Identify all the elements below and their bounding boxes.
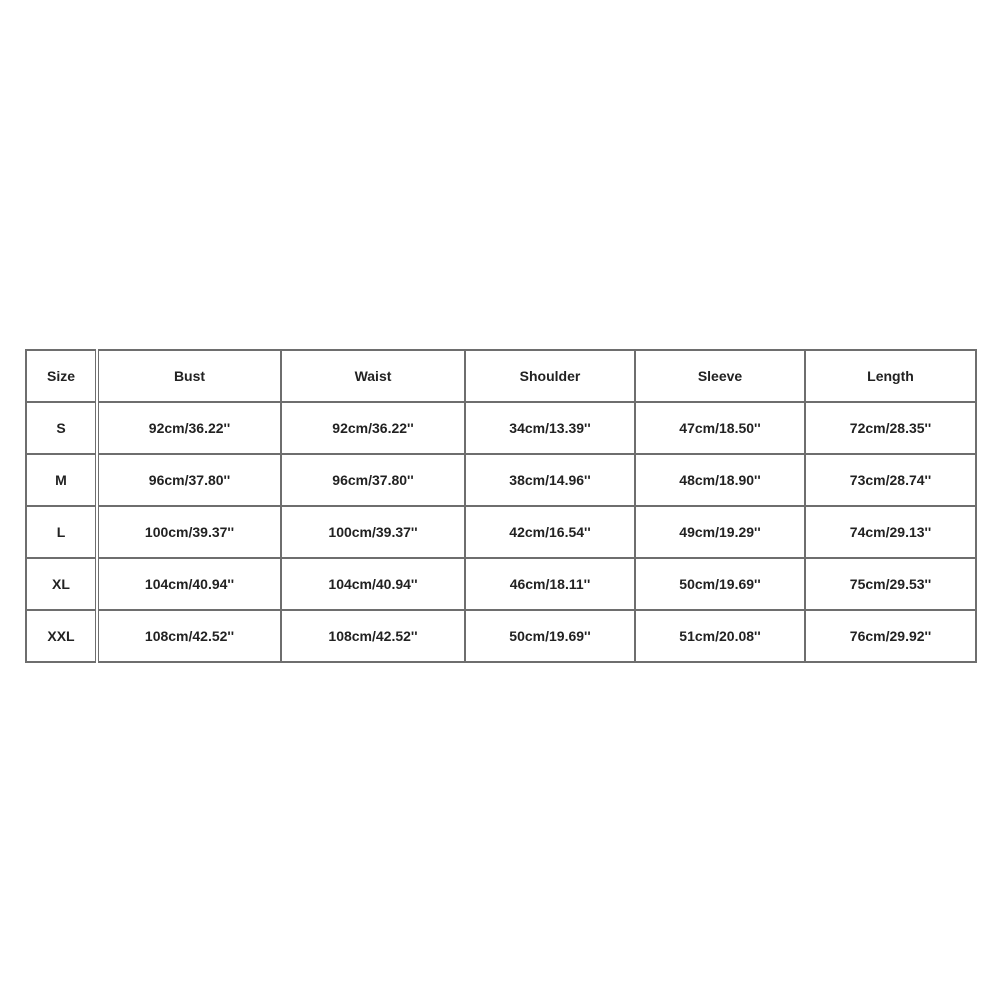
cell-shoulder: 38cm/14.96''	[465, 454, 635, 506]
cell-waist: 100cm/39.37''	[281, 506, 465, 558]
header-sleeve: Sleeve	[635, 350, 805, 402]
header-bust: Bust	[97, 350, 281, 402]
cell-sleeve: 49cm/19.29''	[635, 506, 805, 558]
cell-bust: 100cm/39.37''	[97, 506, 281, 558]
cell-length: 73cm/28.74''	[805, 454, 976, 506]
cell-shoulder: 50cm/19.69''	[465, 610, 635, 662]
cell-waist: 104cm/40.94''	[281, 558, 465, 610]
cell-bust: 104cm/40.94''	[97, 558, 281, 610]
header-waist: Waist	[281, 350, 465, 402]
size-chart-table	[25, 349, 977, 663]
cell-size: XXL	[26, 610, 97, 662]
cell-bust: 92cm/36.22''	[97, 402, 281, 454]
cell-sleeve: 51cm/20.08''	[635, 610, 805, 662]
cell-sleeve: 48cm/18.90''	[635, 454, 805, 506]
header-size: Size	[26, 350, 97, 402]
table-header-row	[26, 350, 976, 402]
header-length: Length	[805, 350, 976, 402]
cell-length: 76cm/29.92''	[805, 610, 976, 662]
cell-sleeve: 47cm/18.50''	[635, 402, 805, 454]
table-row	[26, 454, 976, 506]
cell-shoulder: 34cm/13.39''	[465, 402, 635, 454]
cell-size: L	[26, 506, 97, 558]
cell-size: M	[26, 454, 97, 506]
table-row	[26, 402, 976, 454]
cell-length: 74cm/29.13''	[805, 506, 976, 558]
cell-bust: 96cm/37.80''	[97, 454, 281, 506]
table-row	[26, 610, 976, 662]
cell-sleeve: 50cm/19.69''	[635, 558, 805, 610]
cell-shoulder: 42cm/16.54''	[465, 506, 635, 558]
cell-shoulder: 46cm/18.11''	[465, 558, 635, 610]
table-row	[26, 558, 976, 610]
cell-size: XL	[26, 558, 97, 610]
table-row	[26, 506, 976, 558]
cell-length: 72cm/28.35''	[805, 402, 976, 454]
header-shoulder: Shoulder	[465, 350, 635, 402]
cell-size: S	[26, 402, 97, 454]
cell-waist: 92cm/36.22''	[281, 402, 465, 454]
cell-waist: 96cm/37.80''	[281, 454, 465, 506]
cell-length: 75cm/29.53''	[805, 558, 976, 610]
cell-waist: 108cm/42.52''	[281, 610, 465, 662]
cell-bust: 108cm/42.52''	[97, 610, 281, 662]
